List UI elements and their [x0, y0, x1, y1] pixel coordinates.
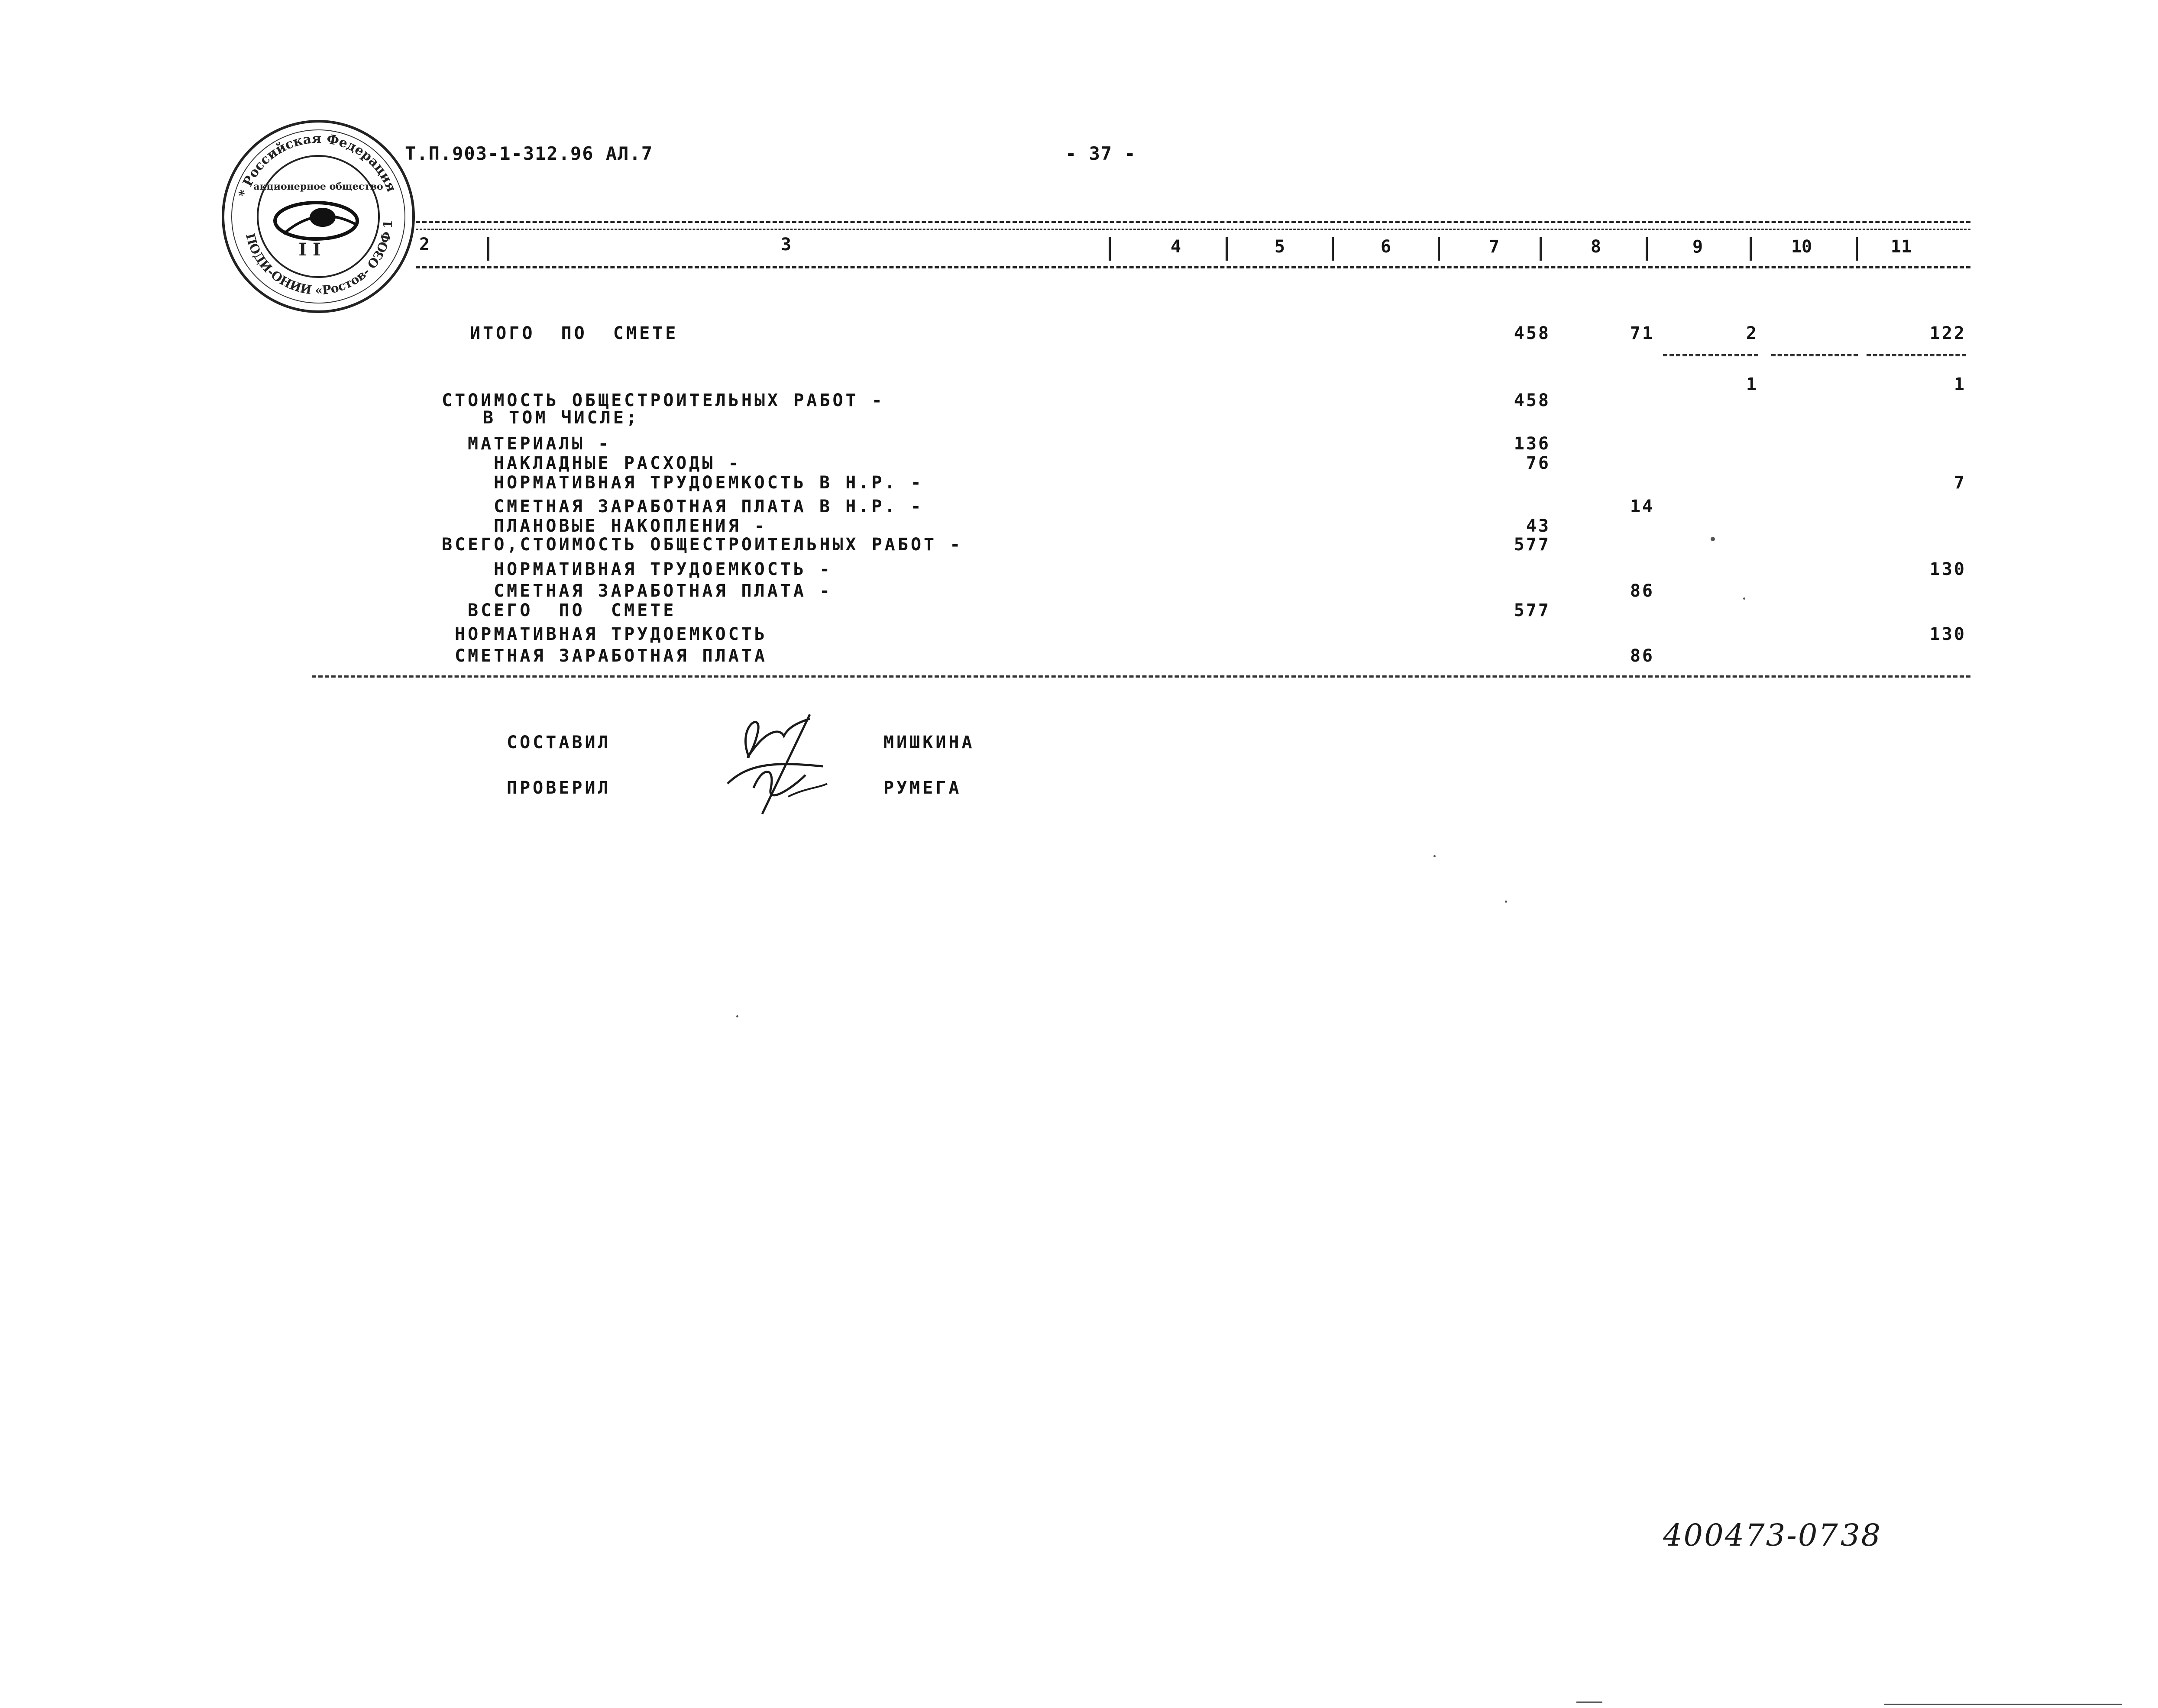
checked-by-name: РУМЕГА [883, 778, 962, 798]
handwritten-archive-code: 400473-07 [1663, 1518, 1839, 1553]
row-label: СМЕТНАЯ ЗАРАБОТНАЯ ПЛАТА - [494, 581, 833, 601]
row-value-col11: 7 [1954, 473, 1966, 493]
row-value-col8: 14 [1630, 497, 1654, 517]
row-label: НАКЛАДНЫЕ РАСХОДЫ - [494, 453, 741, 473]
column-divider [1332, 237, 1334, 261]
company-seal [219, 117, 418, 316]
row-label: НОРМАТИВНАЯ ТРУДОЕМКОСТЬ В Н.Р. - [494, 473, 924, 493]
column-header-11: 11 [1890, 237, 1912, 257]
column-header-4: 4 [1170, 237, 1181, 257]
row-value-col7: 458 [1514, 391, 1550, 410]
itogo-sub-col11: 1 [1954, 375, 1966, 394]
itogo-label: ИТОГО ПО СМЕТЕ [470, 323, 679, 343]
scan-speck [1433, 855, 1436, 857]
column-divider [1540, 237, 1542, 261]
row-value-col11: 130 [1929, 559, 1966, 579]
scan-speck [1505, 901, 1507, 903]
page-number: - 37 - [1065, 143, 1136, 164]
scan-speck [1884, 1704, 2122, 1705]
scan-speck [1711, 537, 1715, 541]
column-divider [1856, 237, 1858, 261]
scan-speck [1576, 1702, 1602, 1703]
row-label: В ТОМ ЧИСЛЕ; [483, 408, 639, 428]
column-header-3: 3 [780, 235, 792, 255]
row-value-col7: 577 [1514, 601, 1550, 620]
row-label: СТОИМОСТЬ ОБЩЕСТРОИТЕЛЬНЫХ РАБОТ - [442, 391, 885, 410]
column-divider [487, 237, 489, 261]
header-rule-bottom [416, 266, 1970, 268]
itogo-col9: 2 [1746, 323, 1758, 343]
row-value-col8: 86 [1630, 646, 1654, 666]
row-label: НОРМАТИВНАЯ ТРУДОЕМКОСТЬ [455, 624, 767, 644]
svg-text:акционерное общество: акционерное общество [253, 181, 383, 192]
row-label: НОРМАТИВНАЯ ТРУДОЕМКОСТЬ - [494, 559, 833, 579]
column-header-6: 6 [1380, 237, 1391, 257]
subtotal-underline [1663, 354, 1758, 356]
header-rule-mid [416, 229, 1970, 230]
checked-by-label: ПРОВЕРИЛ [507, 778, 611, 798]
composed-by-label: СОСТАВИЛ [507, 733, 611, 752]
row-label: СМЕТНАЯ ЗАРАБОТНАЯ ПЛАТА [455, 646, 767, 666]
column-divider [1109, 237, 1111, 261]
column-header-5: 5 [1274, 237, 1285, 257]
itogo-col11: 122 [1929, 323, 1966, 343]
row-value-col7: 577 [1514, 535, 1550, 555]
column-header-8: 8 [1590, 237, 1602, 257]
svg-text:I I: I I [298, 239, 321, 260]
column-divider [1438, 237, 1440, 261]
column-divider [1646, 237, 1648, 261]
itogo-sub-col9: 1 [1746, 375, 1758, 394]
column-header-7: 7 [1488, 237, 1500, 257]
composed-by-name: МИШКИНА [883, 733, 975, 752]
column-header-10: 10 [1791, 237, 1812, 257]
handwritten-signature [710, 701, 857, 823]
document-code: Т.П.903-1-312.96 АЛ.7 [405, 143, 654, 164]
row-label: ПЛАНОВЫЕ НАКОПЛЕНИЯ - [494, 516, 767, 536]
svg-text:* Российская Федерация: * Российская Федерация [236, 131, 399, 200]
column-divider [1226, 237, 1228, 261]
itogo-col8: 71 [1630, 323, 1654, 343]
scan-speck [1743, 597, 1745, 600]
row-value-col8: 86 [1630, 581, 1654, 601]
table-end-rule [312, 675, 1970, 678]
column-divider [1750, 237, 1752, 261]
row-label: МАТЕРИАЛЫ - [468, 434, 611, 454]
row-value-col7: 136 [1514, 434, 1550, 454]
itogo-col7: 458 [1514, 323, 1550, 343]
row-label: СМЕТНАЯ ЗАРАБОТНАЯ ПЛАТА В Н.Р. - [494, 497, 924, 517]
subtotal-underline [1867, 354, 1966, 356]
row-value-col7: 76 [1526, 453, 1550, 473]
row-label: ВСЕГО ПО СМЕТЕ [468, 601, 676, 620]
header-rule-top [416, 221, 1970, 223]
handwritten-page-number: 38 [1841, 1518, 1882, 1553]
row-value-col7: 43 [1526, 516, 1550, 536]
svg-text:ПОДИ-ОНИИ «Ростов- ОЗОФ 1776: ПОДИ-ОНИИ «Ростов- ОЗОФ 1 [243, 220, 395, 298]
scan-speck [736, 1015, 738, 1017]
column-header-9: 9 [1692, 237, 1703, 257]
column-header-2: 2 [419, 235, 430, 255]
row-label: ВСЕГО,СТОИМОСТЬ ОБЩЕСТРОИТЕЛЬНЫХ РАБОТ - [442, 535, 963, 555]
row-value-col11: 130 [1929, 624, 1966, 644]
subtotal-underline [1771, 354, 1858, 356]
